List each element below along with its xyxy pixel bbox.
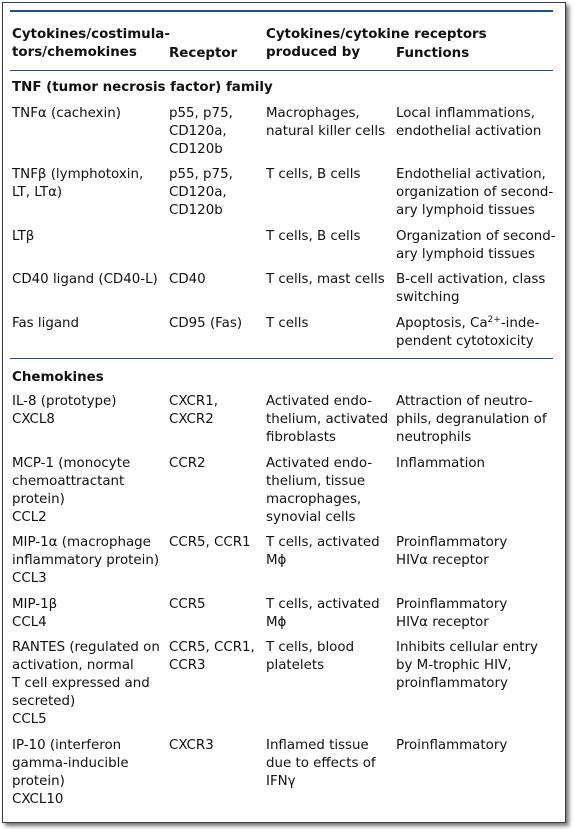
row-functions: B-cell activation, class switching bbox=[396, 272, 546, 305]
row-receptor: p55, p75, CD120a, CD120b bbox=[169, 106, 233, 157]
row-receptor: CCR2 bbox=[169, 456, 206, 471]
row-name: Fas ligand bbox=[12, 316, 80, 331]
row-receptor: CXCR1, CXCR2 bbox=[169, 394, 218, 427]
header-col-cytokines: Cytokines/costimula- tors/chemokines bbox=[12, 27, 170, 60]
header-col-receptor: Receptor bbox=[169, 46, 238, 61]
row-name: TNFα (cachexin) bbox=[12, 106, 121, 121]
row-functions: Inflammation bbox=[396, 456, 486, 471]
section-rule bbox=[10, 358, 553, 359]
row-receptor: CD40 bbox=[169, 272, 206, 287]
table-top-rule bbox=[10, 10, 553, 12]
section-title-tnf: TNF (tumor necrosis factor) family bbox=[12, 80, 273, 95]
row-name: RANTES (regulated on activation, normal T cell expressed and secreted) CCL5 bbox=[12, 640, 160, 727]
row-name: LTβ bbox=[12, 229, 35, 244]
row-produced-by: T cells, blood platelets bbox=[266, 640, 355, 673]
row-receptor: CCR5 bbox=[169, 597, 206, 612]
row-name: MIP-1β CCL4 bbox=[12, 597, 58, 630]
row-functions bbox=[396, 315, 539, 351]
row-functions: Proinflammatory HIVα receptor bbox=[396, 535, 508, 568]
header-col-functions: Functions bbox=[396, 46, 470, 61]
row-produced-by: T cells, B cells bbox=[266, 167, 361, 182]
row-name: IL-8 (prototype) CXCL8 bbox=[12, 394, 117, 427]
row-produced-by: T cells, activated Mϕ bbox=[266, 535, 380, 568]
functions-text-post: -inde- pendent cytotoxicity bbox=[396, 316, 540, 349]
row-produced-by: Activated endo- thelium, tissue macrophages, synovial cells bbox=[266, 456, 373, 525]
calcium-superscript: 2+ bbox=[487, 315, 501, 325]
row-name: TNFβ (lymphotoxin, LT, LTα) bbox=[12, 167, 144, 200]
row-produced-by: T cells, activated Mϕ bbox=[266, 597, 380, 630]
section-title-chemokines: Chemokines bbox=[12, 370, 104, 385]
row-receptor: CD95 (Fas) bbox=[169, 316, 243, 331]
row-produced-by: T cells, mast cells bbox=[266, 272, 385, 287]
row-functions: Organization of second- ary lymphoid tissues bbox=[396, 229, 556, 262]
row-receptor: CXCR3 bbox=[169, 738, 214, 753]
row-functions: Inhibits cellular entry by M-trophic HIV, proinflammatory bbox=[396, 640, 538, 691]
header-rule bbox=[10, 70, 553, 71]
row-functions: Endothelial activation, organization of second- ary lymphoid tissues bbox=[396, 167, 554, 218]
row-produced-by: Inflamed tissue due to effects of IFNγ bbox=[266, 738, 376, 789]
row-name: IP-10 (interferon gamma-inducible protein) CXCL10 bbox=[12, 738, 129, 807]
row-receptor: p55, p75, CD120a, CD120b bbox=[169, 167, 233, 218]
row-functions: Local inflammations, endothelial activation bbox=[396, 106, 542, 139]
row-functions: Proinflammatory bbox=[396, 738, 508, 753]
row-functions: Proinflammatory HIVα receptor bbox=[396, 597, 508, 630]
row-produced-by: T cells, B cells bbox=[266, 229, 361, 244]
row-functions: Attraction of neutro- phils, degranulation of neutrophils bbox=[396, 394, 547, 445]
row-produced-by: Activated endo- thelium, activated fibroblasts bbox=[266, 394, 389, 445]
functions-text-pre: Apoptosis, Ca bbox=[396, 316, 488, 331]
row-receptor: CCR5, CCR1, CCR3 bbox=[169, 640, 255, 673]
header-col-produced-by: Cytokines/cytokine receptors produced by bbox=[266, 27, 487, 60]
row-name: MCP-1 (monocyte chemoattractant protein) CCL2 bbox=[12, 456, 131, 525]
row-name: CD40 ligand (CD40-L) bbox=[12, 272, 158, 287]
row-name: MIP-1α (macrophage inflammatory protein) CCL3 bbox=[12, 535, 160, 586]
row-produced-by: Macrophages, natural killer cells bbox=[266, 106, 386, 139]
row-receptor: CCR5, CCR1 bbox=[169, 535, 251, 550]
row-produced-by: T cells bbox=[266, 316, 309, 331]
